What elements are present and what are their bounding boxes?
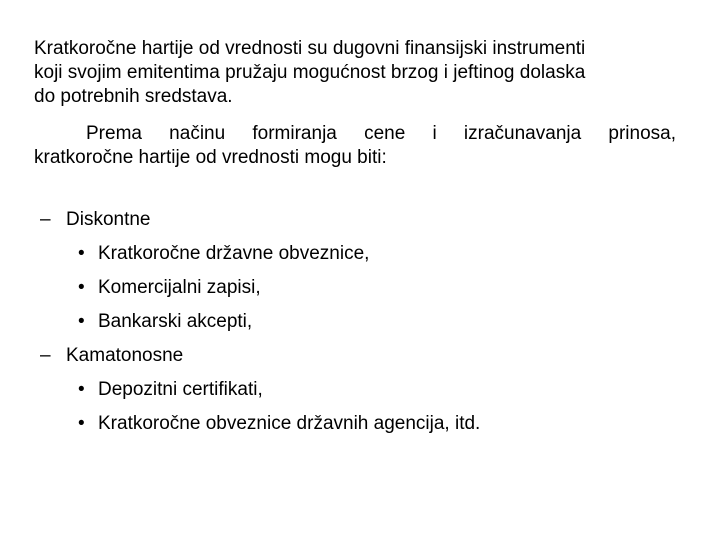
intro-line: koji svojim emitentima pružaju mogućnost brzog i jeftinog dolaska — [34, 62, 586, 83]
bullet-marker: • — [78, 379, 85, 400]
formation-line: Prema načinu formiranja cene i izračunavanja prinosa, — [86, 123, 676, 144]
bullet-marker: • — [78, 413, 85, 434]
bullet-marker: • — [78, 277, 85, 298]
list-item-text: Depozitni certifikati, — [98, 379, 263, 400]
dash-marker: – — [40, 345, 51, 366]
list-item — [40, 378, 680, 412]
list-item — [40, 276, 680, 310]
category-label: Kamatonosne — [66, 345, 184, 366]
securities-list — [40, 208, 680, 446]
list-item — [40, 310, 680, 344]
list-item-text: Kratkoročne obveznice državnih agencija, itd. — [98, 413, 481, 434]
list-item — [40, 412, 680, 446]
intro-line: do potrebnih sredstava. — [34, 86, 233, 107]
dash-marker: – — [40, 209, 51, 230]
intro-paragraph — [34, 37, 676, 109]
category-discount — [40, 208, 680, 242]
list-item-text: Kratkoročne državne obveznice, — [98, 243, 370, 264]
formation-paragraph — [34, 122, 676, 170]
category-interest-bearing — [40, 344, 680, 378]
intro-line: Kratkoročne hartije od vrednosti su dugovni finansijski instrumenti — [34, 38, 586, 59]
list-item-text: Bankarski akcepti, — [98, 311, 253, 332]
formation-line: kratkoročne hartije od vrednosti mogu biti: — [34, 147, 387, 168]
bullet-marker: • — [78, 311, 85, 332]
list-item — [40, 242, 680, 276]
bullet-marker: • — [78, 243, 85, 264]
category-label: Diskontne — [66, 209, 151, 230]
list-item-text: Komercijalni zapisi, — [98, 277, 261, 298]
